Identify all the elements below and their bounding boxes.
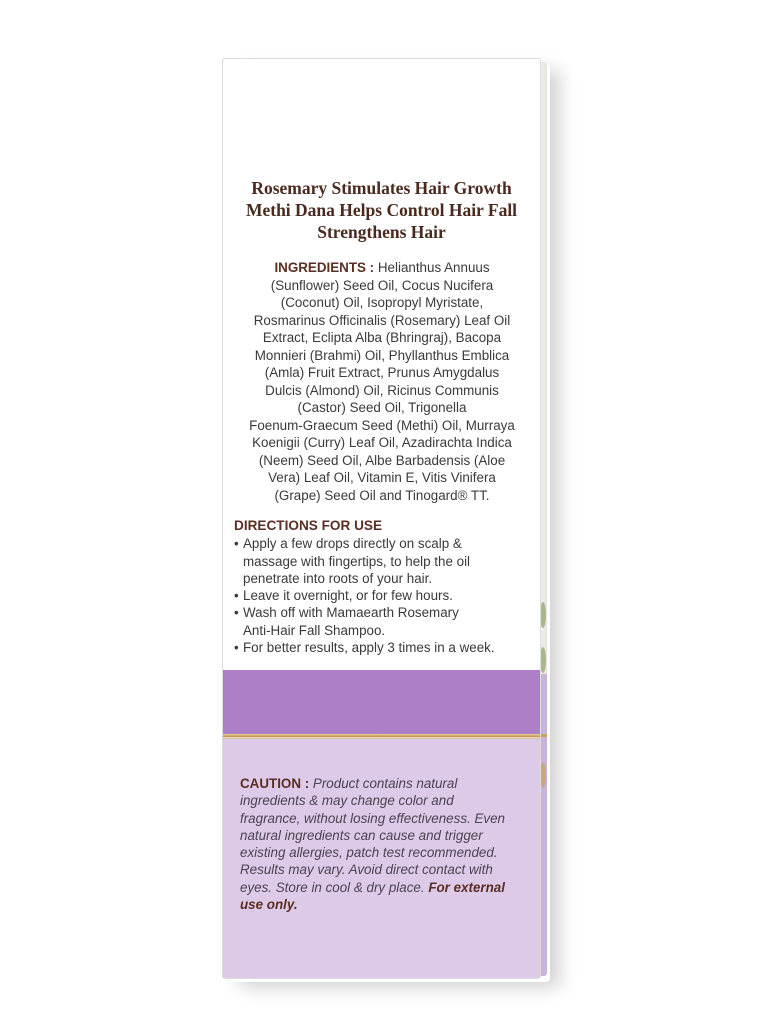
ingredients-line: Extract, Eclipta Alba (Bhringraj), Bacopa [262, 330, 502, 345]
ingredients-block [241, 259, 523, 504]
ingredients-line: Koenigii (Curry) Leaf Oil, Azadirachta Indica [252, 435, 512, 450]
ingredients-line: (Castor) Seed Oil, Trigonella [297, 400, 467, 415]
purple-band [223, 670, 540, 734]
bullet: • [234, 536, 239, 552]
direction-text: penetrate into roots of your hair. [243, 570, 433, 586]
direction-item [234, 535, 530, 552]
ingredients-line: Dulcis (Almond) Oil, Ricinus Communis [265, 382, 499, 398]
ingredients-line: (Sunflower) Seed Oil, Cocus Nucifera [270, 277, 494, 293]
caution-line: ingredients & may change color and [240, 793, 454, 809]
direction-text: Apply a few drops directly on scalp & [243, 536, 462, 552]
ingredients-line: Vera) Leaf Oil, Vitamin E, Vitis Vinifera [268, 470, 496, 485]
bullet: • [234, 640, 239, 656]
direction-item [234, 587, 530, 604]
external-use-note: use only. [240, 897, 298, 913]
caution-line: natural ingredients can cause and trigger [240, 827, 483, 843]
ingredients-line: (Neem) Seed Oil, Albe Barbadensis (Aloe [258, 452, 506, 468]
caution-line [240, 896, 520, 913]
ingredients-line: Rosmarinus Officinalis (Rosemary) Leaf Oil [253, 312, 511, 328]
caution-text: eyes. Store in cool & dry place. [240, 879, 429, 895]
ingredients-line: Monnieri (Brahmi) Oil, Phyllanthus Emblica [254, 347, 510, 363]
caution-block [240, 775, 520, 913]
gold-divider-shade [223, 737, 540, 739]
direction-text: For better results, apply 3 times in a week. [243, 640, 495, 656]
direction-item [234, 604, 530, 621]
ingredients-line [241, 259, 523, 277]
caution-label: CAUTION : [240, 776, 310, 791]
benefit-claims [223, 177, 540, 243]
caution-line: existing allergies, patch test recommended. [240, 845, 498, 861]
caution-line [240, 775, 520, 792]
caution-line [240, 879, 520, 896]
claim-line: Rosemary Stimulates Hair Growth [251, 178, 512, 198]
bullet: • [234, 588, 239, 604]
ingredients-label: INGREDIENTS : [274, 260, 375, 275]
claim-line: Strengthens Hair [317, 222, 446, 242]
caution-line: Results may vary. Avoid direct contact with [240, 862, 493, 878]
bullet: • [234, 605, 239, 621]
caution-line: fragrance, without losing effectiveness. Even [240, 810, 505, 826]
claim-line: Methi Dana Helps Control Hair Fall [245, 200, 518, 220]
direction-text: Anti-Hair Fall Shampoo. [243, 622, 386, 638]
direction-text: Leave it overnight, or for few hours. [243, 588, 453, 604]
ingredients-line: (Grape) Seed Oil and Tinogard® TT. [274, 487, 490, 503]
direction-text: Wash off with Mamaearth Rosemary [243, 605, 459, 621]
ingredients-line: Foenum-Graecum Seed (Methi) Oil, Murraya [249, 417, 515, 433]
direction-text: massage with fingertips, to help the oil [243, 553, 471, 569]
directions-block [234, 517, 530, 656]
ingredients-text: Helianthus Annuus [374, 260, 490, 275]
ingredients-line: (Amla) Fruit Extract, Prunus Amygdalus [264, 365, 500, 380]
ingredients-line: (Coconut) Oil, Isopropyl Myristate, [280, 295, 484, 310]
directions-title: DIRECTIONS FOR USE [234, 518, 383, 533]
direction-item [234, 639, 530, 656]
external-use-note: For external [428, 879, 505, 895]
caution-text: Product contains natural [309, 776, 458, 791]
product-box-back [222, 58, 541, 979]
